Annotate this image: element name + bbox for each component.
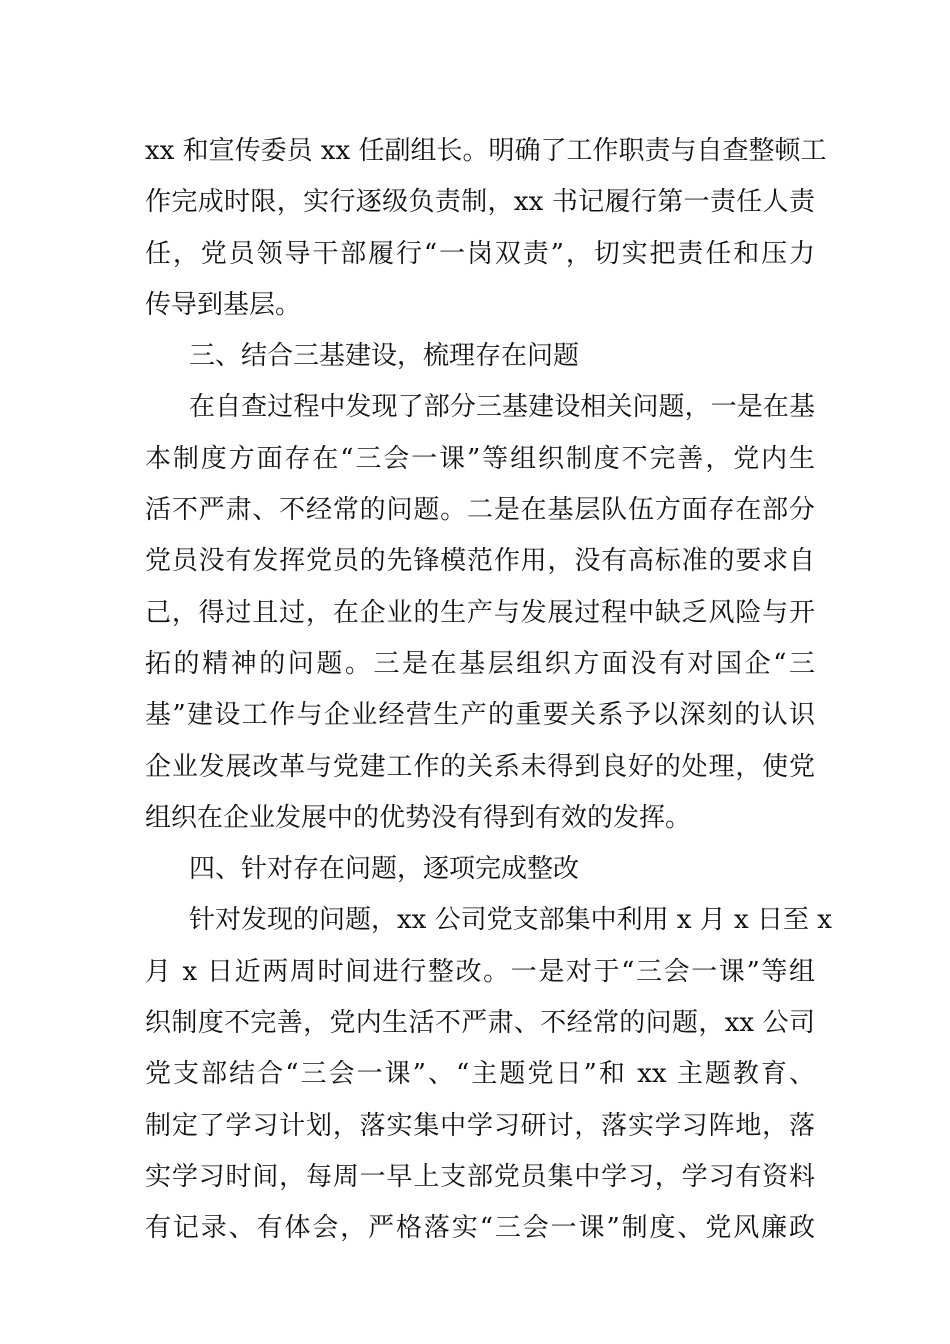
paragraph-line: 有记录、有体会，严格落实“三会一课”制度、党风廉政 [145,1213,815,1244]
paragraph-line: 作完成时限，实行逐级负责制，xx 书记履行第一责任人责 [145,187,815,218]
paragraph-line: 传导到基层。 [145,289,302,320]
paragraph-line: 任，党员领导干部履行“一岗双责”，切实把责任和压力 [145,238,815,269]
paragraph-line: 拓的精神的问题。三是在基层组织方面没有对国企“三 [145,648,815,679]
paragraph-line: 党支部结合“三会一课”、“主题党日”和 xx 主题教育、 [145,1059,815,1090]
paragraph-line: 己，得过且过，在企业的生产与发展过程中缺乏风险与开 [145,597,815,628]
paragraph-line: xx 和宣传委员 xx 任副组长。明确了工作职责与自查整顿工 [145,136,827,166]
document-page [145,126,832,1255]
paragraph-line: 月 x 日近两周时间进行整改。一是对于“三会一课”等组 [145,956,815,987]
paragraph-line: 实学习时间，每周一早上支部党员集中学习，学习有资料 [145,1161,815,1192]
paragraph-line: 针对发现的问题，xx 公司党支部集中利用 x 月 x 日至 x [189,905,832,936]
paragraph-line: 组织在企业发展中的优势没有得到有效的发挥。 [145,802,692,833]
paragraph-line: 党员没有发挥党员的先锋模范作用，没有高标准的要求自 [145,546,815,577]
paragraph-line: 企业发展改革与党建工作的关系未得到良好的处理，使党 [145,751,815,782]
paragraph-line: 本制度方面存在“三会一课”等组织制度不完善，党内生 [145,443,815,474]
paragraph-line: 活不严肃、不经常的问题。二是在基层队伍方面存在部分 [145,495,815,526]
paragraph-line: 在自查过程中发现了部分三基建设相关问题，一是在基 [189,392,815,423]
paragraph-line: 制定了学习计划，落实集中学习研讨，落实学习阵地，落 [145,1110,815,1141]
section-heading: 四、针对存在问题，逐项完成整改 [189,854,580,885]
paragraph-line: 织制度不完善，党内生活不严肃、不经常的问题，xx 公司 [145,1008,815,1039]
paragraph-line: 基”建设工作与企业经营生产的重要关系予以深刻的认识 [145,700,815,731]
section-heading: 三、结合三基建设，梳理存在问题 [189,341,580,372]
